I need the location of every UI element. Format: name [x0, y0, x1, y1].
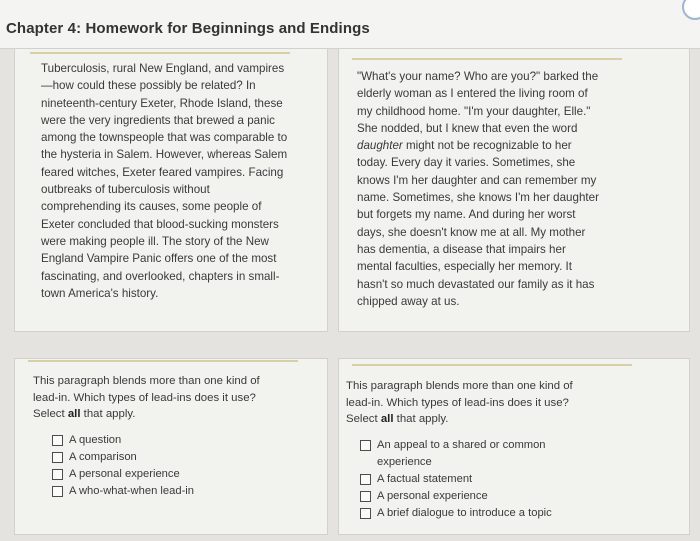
passage-left-text: Tuberculosis, rural New England, and vampires—how could these possibly be related? In nineteenth-century Exeter, Rhode Island, these were the very ingredients that brewed a panic among the townspeople that was comparable to the hysteria in Salem. However, whereas Salem feared witches, Exeter feared vampires. Facing outbreaks of tuberculosis without comprehending its causes, some people of Exeter concluded that blood-sucking monsters were making people ill. The story of the New England Vampire Panic offers one of the most fascinating, and overlooked, chapters in small-town America's history.: [41, 62, 288, 300]
option-label: A question: [69, 434, 122, 446]
option-personal-experience-right[interactable]: [360, 488, 590, 505]
option-label: A comparison: [69, 451, 137, 463]
question-left-text: This paragraph blends more than one kind of lead-in. Which types of lead-ins does it use?: [33, 375, 260, 404]
passage-right-emphasis: daughter: [357, 139, 403, 153]
select-instruction-right: [346, 411, 591, 428]
option-label: A personal experience: [377, 490, 488, 502]
option-label: A who-what-when lead-in: [69, 485, 194, 497]
option-question[interactable]: [52, 432, 292, 449]
title-bar: [0, 0, 700, 49]
option-label: A factual statement: [377, 473, 473, 485]
passage-right-part: might not be recognizable to her today. Every day it varies. Sometimes, she knows I'm her daughter and can remember my name. Sometimes, she knows I'm her daughter but forgets my name. And during her worst days, she doesn't know me at all. My mother has dementia, a disease that impairs her mental faculties, especially her memory. It hasn't so much devastated our family as it has chipped away at us.: [357, 139, 599, 308]
option-shared-experience[interactable]: [360, 437, 590, 471]
page-title: Chapter 4: Homework for Beginnings and Endings: [6, 20, 370, 37]
option-who-what-when[interactable]: [52, 483, 292, 500]
select-instruction-left: [33, 406, 283, 423]
option-label: A brief dialogue to introduce a topic: [377, 507, 552, 519]
checkbox[interactable]: [52, 486, 63, 497]
passage-right: [357, 68, 602, 310]
checkbox[interactable]: [52, 435, 63, 446]
option-factual-statement[interactable]: [360, 471, 590, 488]
option-brief-dialogue[interactable]: [360, 505, 590, 522]
checkbox[interactable]: [360, 491, 371, 502]
passage-right-part: "What's your name? Who are you?" barked the elderly woman as I entered the living room of my childhood home. "I'm your daughter, Elle." She nodded, but I knew that even the word: [357, 70, 599, 135]
option-label: A personal experience: [69, 468, 180, 480]
question-right-text: This paragraph blends more than one kind of lead-in. Which types of lead-ins does it use?: [346, 380, 573, 409]
option-comparison[interactable]: [52, 449, 292, 466]
checkbox[interactable]: [360, 508, 371, 519]
passage-right-text: [357, 68, 602, 310]
options-left: [52, 432, 292, 500]
select-bold: all: [67, 408, 81, 420]
passage-left: [41, 60, 291, 302]
checkbox[interactable]: [52, 469, 63, 480]
select-suffix: that apply.: [80, 408, 136, 420]
checkbox[interactable]: [52, 452, 63, 463]
select-prefix: Select: [346, 413, 381, 425]
divider-line: [352, 58, 622, 60]
divider-line: [352, 364, 632, 366]
divider-line: [30, 52, 290, 54]
select-bold: all: [380, 413, 394, 425]
option-personal-experience[interactable]: [52, 466, 292, 483]
corner-button[interactable]: [682, 0, 700, 20]
option-label: An appeal to a shared or common experience: [377, 439, 546, 468]
question-right-prompt: [346, 378, 591, 428]
select-prefix: Select: [33, 408, 68, 420]
options-right: [360, 437, 590, 522]
checkbox[interactable]: [360, 440, 371, 451]
select-suffix: that apply.: [393, 413, 449, 425]
question-left-prompt: [33, 373, 283, 423]
divider-line: [28, 360, 298, 362]
checkbox[interactable]: [360, 474, 371, 485]
